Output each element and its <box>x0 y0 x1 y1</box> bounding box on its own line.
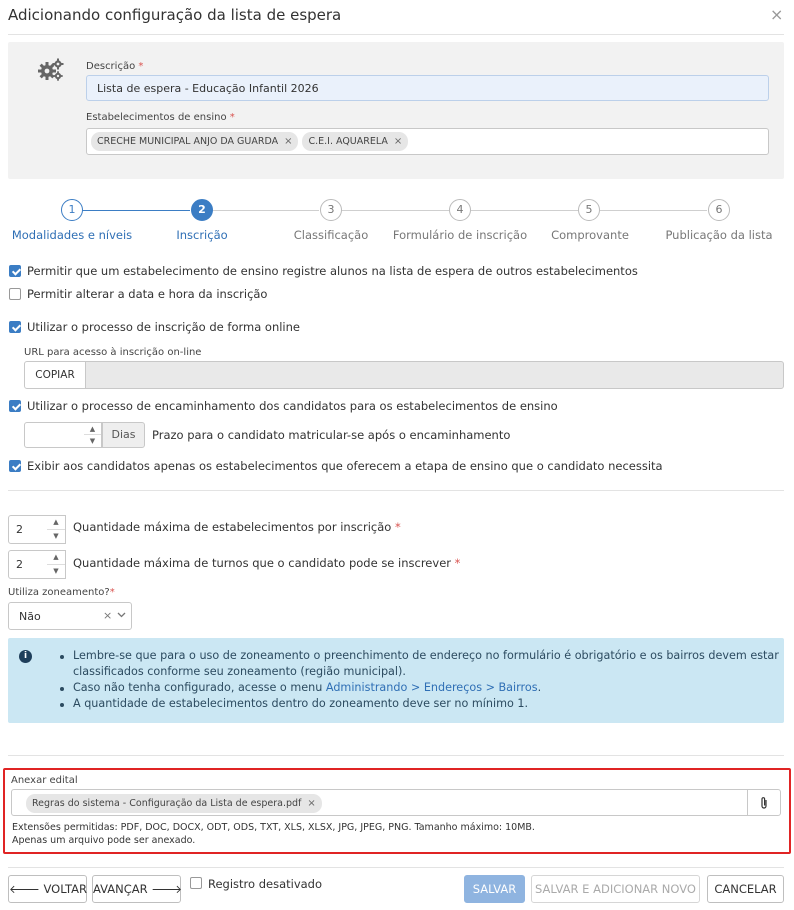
disabled-record-checkbox[interactable] <box>190 877 202 889</box>
step-6[interactable]: 6 <box>708 199 730 221</box>
info-line-1b: classificados conforme seu zoneamento (região municipal). <box>73 665 406 678</box>
bullet <box>60 655 64 659</box>
allow-other-label: Permitir que um estabelecimento de ensino registre alunos na lista de espera de outros estabelecimentos <box>27 264 638 278</box>
attachment-chip: Regras do sistema - Configuração da Lista de espera.pdf × <box>26 794 322 813</box>
step-connector <box>341 210 449 211</box>
disabled-record-label: Registro desativado <box>208 877 323 891</box>
allow-date-label: Permitir alterar a data e hora da inscrição <box>27 287 268 301</box>
step-2[interactable]: 2 <box>191 199 213 221</box>
cancel-button[interactable]: CANCELAR <box>707 875 784 903</box>
attach-button[interactable] <box>747 789 781 816</box>
step-4-label[interactable]: Formulário de inscrição <box>392 228 528 242</box>
attachment-label: Anexar edital <box>11 775 78 786</box>
step-connector <box>82 210 190 211</box>
step-5[interactable]: 5 <box>578 199 600 221</box>
days-label: Prazo para o candidato matricular-se após o encaminhamento <box>152 428 511 442</box>
forwarding-label: Utilizar o processo de encaminhamento dos candidatos para os estabelecimentos de ensino <box>27 399 558 413</box>
remove-chip-icon[interactable]: × <box>284 136 293 147</box>
step-1[interactable]: 1 <box>61 199 83 221</box>
description-input[interactable]: Lista de espera - Educação Infantil 2026 <box>86 75 769 101</box>
max-establishments-label: Quantidade máxima de estabelecimentos por inscrição * <box>73 520 401 534</box>
section-divider <box>8 490 784 491</box>
days-input[interactable] <box>24 422 85 448</box>
step-4[interactable]: 4 <box>449 199 471 221</box>
chevron-up-icon[interactable]: ▲ <box>47 551 65 565</box>
chevron-up-icon[interactable]: ▲ <box>47 516 65 530</box>
days-unit: Dias <box>102 422 145 448</box>
days-stepper[interactable] <box>84 422 102 448</box>
chevron-down-icon[interactable]: ▼ <box>89 437 96 445</box>
step-connector <box>600 210 707 211</box>
info-line-1: Lembre-se que para o uso de zoneamento o preenchimento de endereço no formulário é obrigatório e os bairros devem estar <box>73 649 779 662</box>
zoning-select[interactable] <box>8 602 132 630</box>
online-label: Utilizar o processo de inscrição de forma online <box>27 320 300 334</box>
neighborhoods-menu-link[interactable]: Administrando > Endereços > Bairros <box>325 681 538 694</box>
paperclip-icon <box>759 796 769 810</box>
show-only-label: Exibir aos candidatos apenas os estabelecimentos que oferecem a etapa de ensino que o candidato necessita <box>27 459 663 473</box>
allow-date-checkbox[interactable] <box>9 288 21 300</box>
arrow-right-icon: 🡒 <box>151 882 183 896</box>
step-5-label[interactable]: Comprovante <box>551 228 629 242</box>
establishment-chip: CRECHE MUNICIPAL ANJO DA GUARDA × <box>91 132 298 151</box>
step-connector <box>471 210 578 211</box>
max-establishments-input[interactable]: 2 <box>8 515 48 544</box>
max-shifts-stepper[interactable] <box>47 550 66 579</box>
clear-icon[interactable]: × <box>103 609 113 622</box>
section-divider <box>8 755 784 756</box>
remove-chip-icon[interactable]: × <box>393 136 403 147</box>
step-1-label[interactable]: Modalidades e níveis <box>11 228 133 242</box>
arrow-left-icon: 🡐 <box>9 882 40 896</box>
establishments-label: Estabelecimentos de ensino * <box>86 112 235 123</box>
remove-file-icon[interactable]: × <box>307 798 316 809</box>
max-establishments-stepper[interactable] <box>47 515 66 544</box>
step-connector <box>212 210 319 211</box>
establishments-multiselect[interactable] <box>86 128 769 155</box>
step-3-label[interactable]: Classificação <box>293 228 369 242</box>
description-label: Descrição * <box>86 61 144 72</box>
step-3[interactable]: 3 <box>320 199 342 221</box>
max-shifts-input[interactable]: 2 <box>8 550 48 579</box>
attachment-hint-single: Apenas um arquivo pode ser anexado. <box>12 835 196 846</box>
attachment-field[interactable] <box>11 789 748 816</box>
chevron-down-icon[interactable]: ▼ <box>53 531 59 540</box>
chevron-down-icon[interactable] <box>117 608 126 622</box>
info-line-2: Caso não tenha configurado, acesse o menu Administrando > Endereços > Bairros. <box>73 681 542 694</box>
show-only-checkbox[interactable] <box>9 460 21 472</box>
close-icon[interactable]: × <box>770 5 784 24</box>
next-button[interactable]: AVANÇAR 🡒 <box>92 875 181 903</box>
save-and-new-button[interactable]: SALVAR E ADICIONAR NOVO <box>531 875 700 903</box>
allow-other-checkbox[interactable] <box>9 265 21 277</box>
establishment-chip: C.E.I. AQUARELA × <box>302 132 408 151</box>
footer-divider <box>8 867 784 868</box>
title-divider <box>8 34 784 35</box>
info-line-3: A quantidade de estabelecimentos dentro do zoneamento deve ser no mínimo 1. <box>73 697 529 710</box>
zoning-label: Utiliza zoneamento?* <box>8 587 115 598</box>
attachment-hint-extensions: Extensões permitidas: PDF, DOC, DOCX, ODT, ODS, TXT, XLS, XLSX, JPG, JPEG, PNG. Tamanho máximo: 10MB. <box>12 822 535 833</box>
dialog-title: Adicionando configuração da lista de espera <box>8 6 342 24</box>
gears-icon <box>38 58 64 82</box>
copy-url-button[interactable]: COPIAR <box>24 361 86 389</box>
online-checkbox[interactable] <box>9 321 21 333</box>
zoning-value: Não <box>19 610 41 623</box>
save-button[interactable]: SALVAR <box>464 875 525 903</box>
url-label: URL para acesso à inscrição on-line <box>24 347 202 358</box>
forwarding-checkbox[interactable] <box>9 400 21 412</box>
step-2-label[interactable]: Inscrição <box>176 228 228 242</box>
step-6-label[interactable]: Publicação da lista <box>665 228 773 242</box>
bullet <box>60 703 64 707</box>
bullet <box>60 687 64 691</box>
chevron-up-icon[interactable]: ▲ <box>84 423 101 435</box>
chevron-down-icon[interactable]: ▼ <box>53 566 59 575</box>
max-shifts-label: Quantidade máxima de turnos que o candidato pode se inscrever * <box>73 556 461 570</box>
back-button[interactable]: 🡐 VOLTAR <box>8 875 87 903</box>
info-icon: i <box>19 650 32 663</box>
url-field[interactable] <box>85 361 784 389</box>
